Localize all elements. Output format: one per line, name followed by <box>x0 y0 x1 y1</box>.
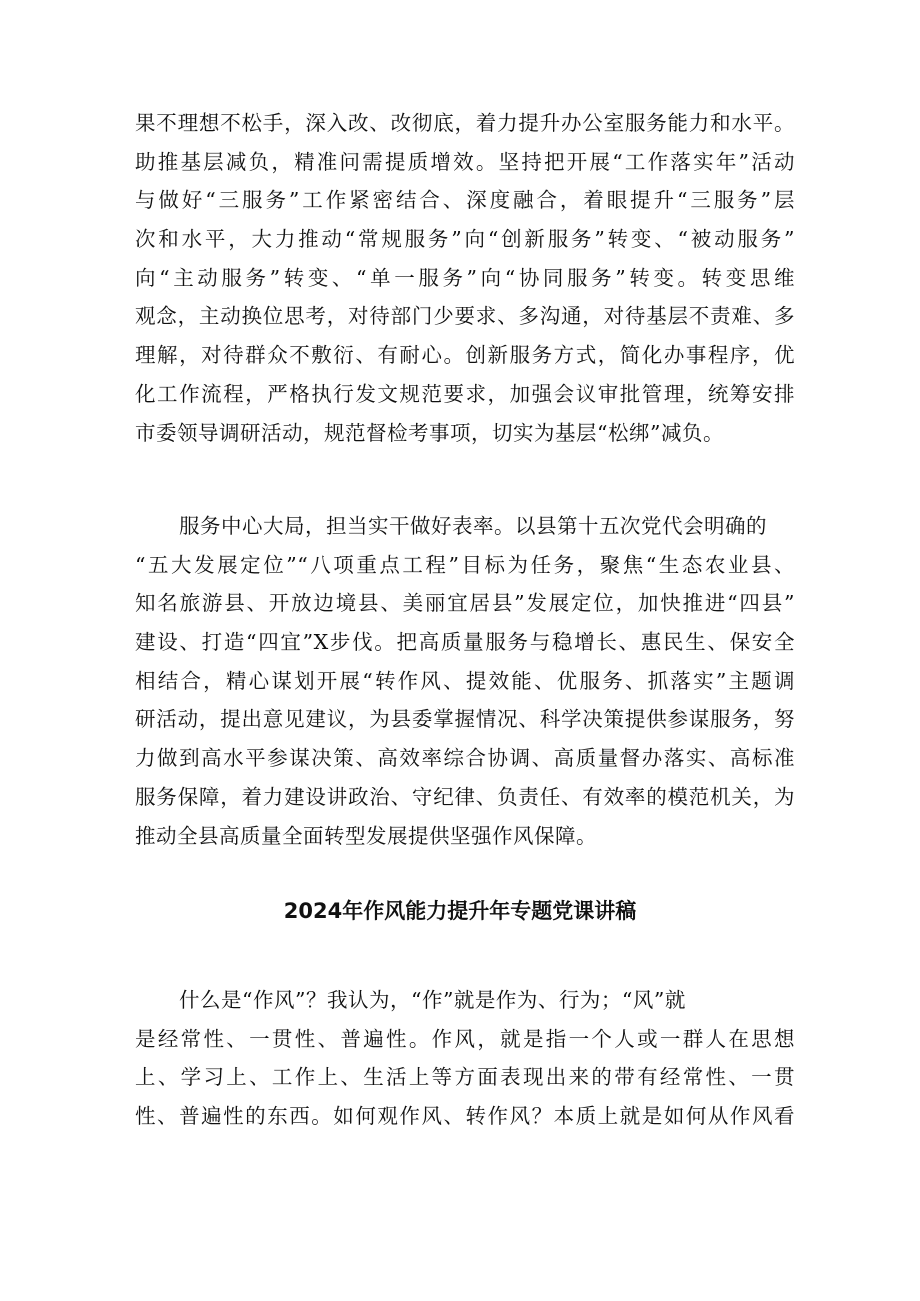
text-line: 次和水平，大力推动“常规服务”向“创新服务”转变、“被动服务” <box>135 227 795 252</box>
text-line: 服务保障，着力建设讲政治、守纪律、负责任、有效率的模范机关，为 <box>135 784 795 809</box>
paragraph-2 <box>135 507 795 855</box>
paragraph-1 <box>135 104 795 452</box>
text-line: 理解，对待群众不敷衍、有耐心。创新服务方式，简化办事程序，优 <box>135 343 795 368</box>
text-line: 相结合，精心谋划开展“转作风、提效能、优服务、抓落实”主题调 <box>135 668 795 693</box>
text-line: 向“主动服务”转变、“单一服务”向“协同服务”转变。转变思维 <box>135 265 795 290</box>
text-line: 研活动，提出意见建议，为县委掌握情况、科学决策提供参谋服务，努 <box>135 707 795 732</box>
text-line: 与做好“三服务”工作紧密结合、深度融合，着眼提升“三服务”层 <box>135 188 795 213</box>
text-line: 助推基层减负，精准问需提质增效。坚持把开展“工作落实年”活动 <box>135 149 795 174</box>
text-line: 性、普遍性的东西。如何观作风、转作风？本质上就是如何从作风看 <box>135 1104 795 1129</box>
text-line: 什么是“作风”？我认为，“作”就是作为、行为；“风”就 <box>179 988 686 1012</box>
text-line: 推动全县高质量全面转型发展提供坚强作风保障。 <box>135 823 597 848</box>
text-line: 上、学习上、工作上、生活上等方面表现出来的带有经常性、一贯 <box>135 1065 795 1090</box>
text-line: “五大发展定位”“八项重点工程”目标为任务，聚焦“生态农业县、 <box>135 552 795 577</box>
text-line: 服务中心大局，担当实干做好表率。以县第十五次党代会明确的 <box>179 514 767 538</box>
text-line: 是经常性、一贯性、普遍性。作风，就是指一个人或一群人在思想 <box>135 1026 795 1051</box>
text-line: 建设、打造“四宜”X步伐。把高质量服务与稳增长、惠民生、保安全 <box>135 630 795 655</box>
text-line: 化工作流程，严格执行发文规范要求，加强会议审批管理，统筹安排 <box>135 381 795 406</box>
text-line: 力做到高水平参谋决策、高效率综合协调、高质量督办落实、高标准 <box>135 746 795 771</box>
text-line: 果不理想不松手，深入改、改彻底，着力提升办公室服务能力和水平。 <box>135 111 795 135</box>
paragraph-3 <box>135 981 795 1136</box>
document-title: 2024年作风能力提升年专题党课讲稿 <box>283 899 637 923</box>
text-line: 知名旅游县、开放边境县、美丽宜居县”发展定位，加快推进“四县” <box>135 591 795 616</box>
text-line: 观念，主动换位思考，对待部门少要求、多沟通，对待基层不责难、多 <box>135 304 795 329</box>
text-line: 市委领导调研活动，规范督检考事项，切实为基层“松绑”减负。 <box>135 420 724 445</box>
